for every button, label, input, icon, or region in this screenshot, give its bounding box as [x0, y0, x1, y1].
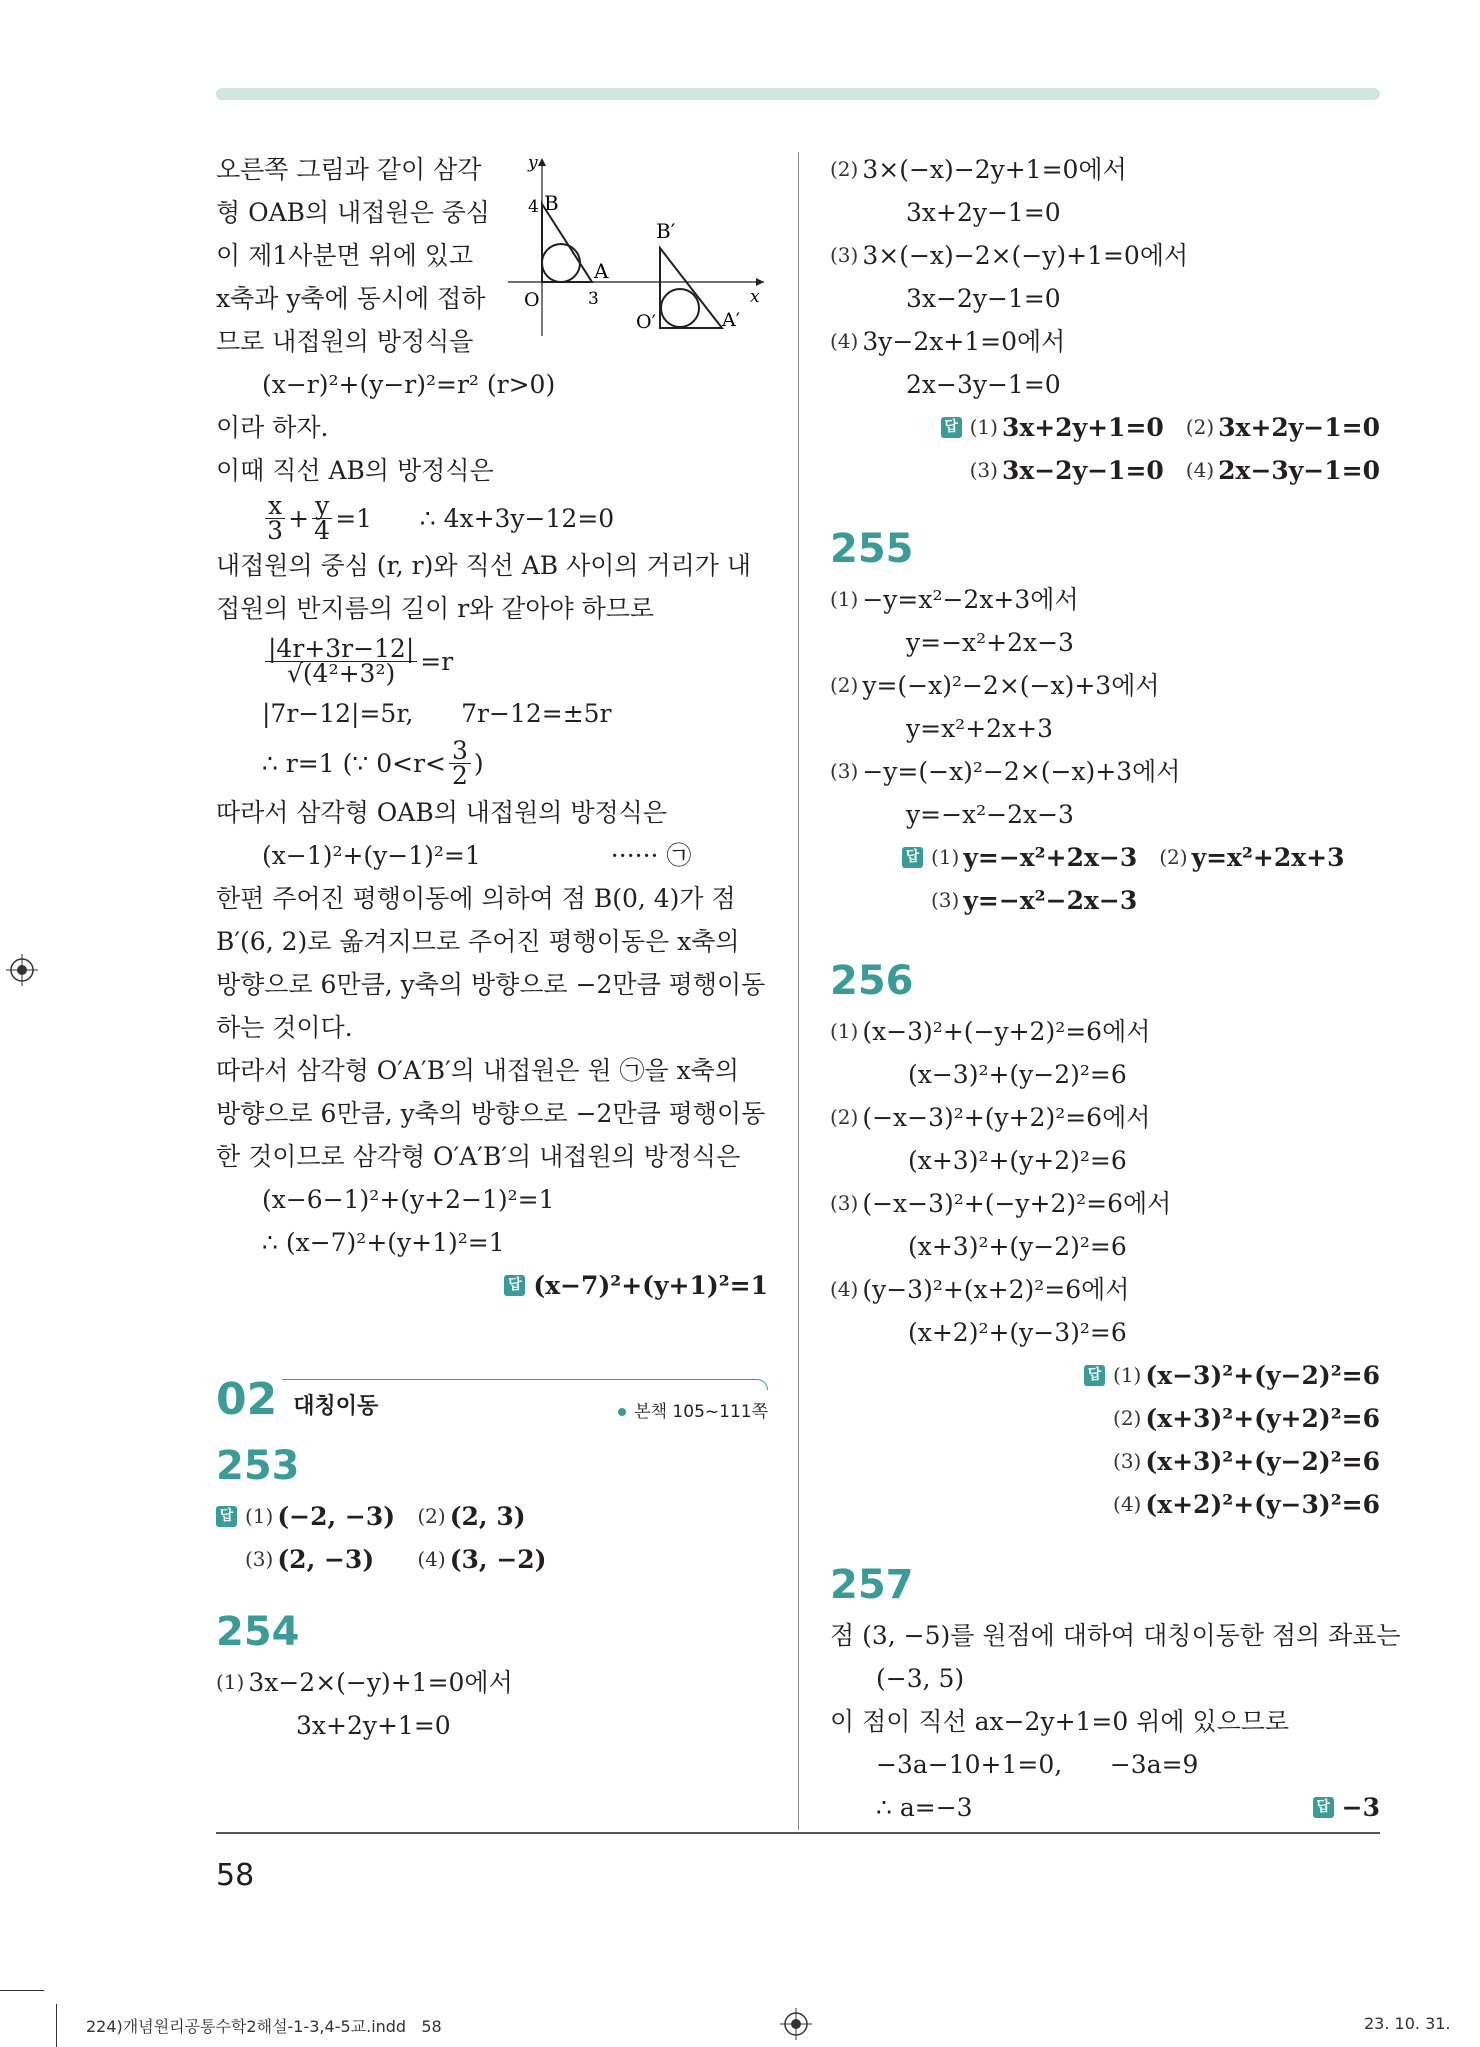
fraction-y-4: $\frac{y}{4}$	[312, 494, 332, 543]
footer-date: 23. 10. 31.	[1364, 2014, 1451, 2033]
answer-256-row4: (4) (x+2)²+(y−3)²=6	[1113, 1490, 1380, 1519]
p256-result3: (x+3)²+(y−2)²=6	[908, 1232, 1127, 1261]
crop-mark	[56, 2004, 57, 2047]
distance-fraction: $\frac{|4r+3r-12|}{\text{√(4²+3²)}}$	[265, 637, 417, 686]
p256-result2: (x+3)²+(y+2)²=6	[908, 1146, 1127, 1175]
bottom-rule	[216, 1832, 1380, 1834]
answer-255-row2: (3) y=−x²−2x−3	[931, 886, 1138, 915]
p254-step3: (3) 3×(−x)−2×(−y)+1=0에서	[830, 241, 1189, 270]
translation-text: 한편 주어진 평행이동에 의하여 점 B(0, 4)가 점 B′(6, 2)로 옮겨지므로 주어진 평행이동은 x축의 방향으로 6만큼, y축의 방향으로 −2만큼 평행이동하는 것이다.	[216, 884, 766, 1042]
p255-result1: y=−x²+2x−3	[906, 628, 1074, 657]
p257-line5: ∴ a=−3 답 −3	[830, 1786, 1380, 1829]
right-column	[830, 148, 1401, 1829]
intro-line: 오른쪽 그림과 같이 삼각	[216, 155, 482, 184]
p256-result4: (x+2)²+(y−3)²=6	[908, 1318, 1127, 1347]
p256-step1: (1) (x−3)²+(−y+2)²=6에서	[830, 1017, 1151, 1046]
p256-step2: (2) (−x−3)²+(y+2)²=6에서	[830, 1103, 1151, 1132]
label-3: 3	[588, 289, 599, 309]
line-ab-equation: $\frac{x}{3}$ + $\frac{y}{4}$ =1 ∴ 4x+3y−12=0	[216, 492, 768, 544]
label-a-prime: A′	[722, 309, 741, 331]
section-rule	[282, 1379, 768, 1390]
crop-mark	[0, 1990, 44, 1991]
answer-253-row2: (3) (2, −3) (4) (3, −2)	[245, 1545, 547, 1574]
p255-step1: (1) −y=x²−2x+3에서	[830, 585, 1079, 614]
p256-result1: (x−3)²+(y−2)²=6	[908, 1060, 1127, 1089]
answer-253-row1: 답 (1) (−2, −3) (2) (2, 3)	[216, 1495, 768, 1538]
p256-step4: (4) (y−3)²+(x+2)²=6에서	[830, 1275, 1130, 1304]
label-y: y	[528, 153, 538, 173]
answer-256-row2: (2) (x+3)²+(y+2)²=6	[1113, 1404, 1380, 1433]
problem-number-257: 257	[830, 1562, 914, 1608]
p255-step2: (2) y=(−x)²−2×(−x)+3에서	[830, 671, 1160, 700]
moved-equation-1: (x−6−1)²+(y+2−1)²=1	[262, 1185, 555, 1214]
marker-giyeok: ······ ㉠	[610, 841, 692, 870]
section-number: 02	[216, 1373, 278, 1425]
p257-line4: −3a−10+1=0, −3a=9	[876, 1750, 1199, 1779]
answer-tag: 답	[216, 1506, 237, 1527]
bullet-icon	[618, 1408, 626, 1416]
p254-result1: 3x+2y+1=0	[296, 1711, 451, 1740]
footer-filename: 224)개념원리공통수학2해설-1-3,4-5교.indd 58	[86, 2017, 442, 2036]
label-x: x	[750, 287, 760, 307]
fraction-3-2: $\frac{3}{2}$	[449, 739, 471, 788]
section-header	[216, 1367, 768, 1431]
problem-number-253: 253	[216, 1443, 300, 1489]
answer-256-row1: 답 (1) (x−3)²+(y−2)²=6	[830, 1354, 1380, 1397]
let-text: 이라 하자.	[216, 413, 329, 442]
label-b-prime: B′	[656, 219, 676, 243]
intro-line: 형 OAB의 내접원은 중심	[216, 198, 490, 227]
p254-result4: 2x−3y−1=0	[906, 370, 1061, 399]
section-title: 대칭이동	[293, 1393, 379, 1419]
label-a: A	[594, 259, 609, 283]
answer-257: 답 −3	[1313, 1786, 1380, 1829]
label-4: 4	[528, 197, 539, 217]
answer-254-row1: 답 (1) 3x+2y+1=0 (2) 3x+2y−1=0	[830, 406, 1380, 449]
header-bar	[216, 88, 1380, 100]
answer-256-row3: (3) (x+3)²+(y−2)²=6	[1113, 1447, 1380, 1476]
answer-255-row1: 답 (1) y=−x²+2x−3 (2) y=x²+2x+3	[830, 836, 1380, 879]
p257-line1: 점 (3, −5)를 원점에 대하여 대칭이동한 점의 좌표는	[830, 1621, 1401, 1650]
therefore-oab-text: 따라서 삼각형 OAB의 내접원의 방정식은	[216, 798, 667, 827]
answer-tag: 답	[902, 847, 923, 868]
p257-line3: 이 점이 직선 ax−2y+1=0 위에 있으므로	[830, 1707, 1290, 1736]
answer-tag: 답	[1084, 1365, 1105, 1386]
registration-mark-icon	[6, 954, 38, 986]
page-number: 58	[216, 1858, 255, 1893]
p255-result2: y=x²+2x+3	[906, 714, 1053, 743]
problem-number-256: 256	[830, 958, 914, 1004]
p257-line2: (−3, 5)	[876, 1664, 965, 1693]
p254-result3: 3x−2y−1=0	[906, 284, 1061, 313]
intro-line: x축과 y축에 동시에 접하	[216, 284, 486, 313]
p255-step3: (3) −y=(−x)²−2×(−x)+3에서	[830, 757, 1181, 786]
abs-equation: |7r−12|=5r, 7r−12=±5r	[262, 699, 612, 728]
answer-value: (x−7)²+(y+1)²=1	[533, 1271, 768, 1300]
answer-tag: 답	[1313, 1797, 1334, 1818]
answer-line	[216, 1264, 768, 1307]
intro-line: 이 제1사분면 위에 있고	[216, 241, 474, 270]
section-reference: 본책 105~111쪽	[618, 1391, 768, 1434]
p255-result3: y=−x²−2x−3	[906, 800, 1074, 829]
problem-number-254: 254	[216, 1609, 300, 1655]
distance-equation: $\frac{|4r+3r-12|}{\text{√(4²+3²)}}$ =r	[216, 630, 768, 692]
answer-tag: 답	[941, 417, 962, 438]
column-divider	[798, 152, 799, 1830]
registration-mark-icon	[780, 2008, 812, 2040]
p254-step2: (2) 3×(−x)−2y+1=0에서	[830, 155, 1127, 184]
p254-step4: (4) 3y−2x+1=0에서	[830, 327, 1066, 356]
distance-text: 내접원의 중심 (r, r)와 직선 AB 사이의 거리가 내접원의 반지름의 길이 r와 같아야 하므로	[216, 551, 752, 623]
p254-step1: (1) 3x−2×(−y)+1=0에서	[216, 1668, 513, 1697]
p256-step3: (3) (−x−3)²+(−y+2)²=6에서	[830, 1189, 1172, 1218]
label-b: B	[544, 191, 559, 215]
r-value-line: ∴ r=1 (∵ 0<r< $\frac{3}{2}$ )	[262, 735, 484, 790]
answer-tag: 답	[504, 1275, 525, 1296]
answer-254-row2: (3) 3x−2y−1=0 (4) 2x−3y−1=0	[969, 456, 1380, 485]
label-o: O	[524, 289, 540, 311]
moved-equation-2: ∴ (x−7)²+(y+1)²=1	[262, 1228, 505, 1257]
line-ab-text: 이때 직선 AB의 방정식은	[216, 456, 494, 485]
intro-line: 므로 내접원의 방정식을	[216, 327, 474, 356]
label-o-prime: O′	[636, 311, 656, 333]
left-column	[216, 148, 768, 1747]
moved-circle-text: 따라서 삼각형 O′A′B′의 내접원은 원 ㉠을 x축의 방향으로 6만큼, y축의 방향으로 −2만큼 평행이동한 것이므로 삼각형 O′A′B′의 내접원의 방정식은	[216, 1056, 766, 1171]
circle1-equation: (x−1)²+(y−1)²=1 ······ ㉠	[216, 834, 768, 877]
circle-equation: (x−r)²+(y−r)²=r² (r>0)	[262, 370, 556, 399]
fraction-x-3: $\frac{x}{3}$	[265, 494, 285, 543]
problem-number-255: 255	[830, 526, 914, 572]
p254-result2: 3x+2y−1=0	[906, 198, 1061, 227]
